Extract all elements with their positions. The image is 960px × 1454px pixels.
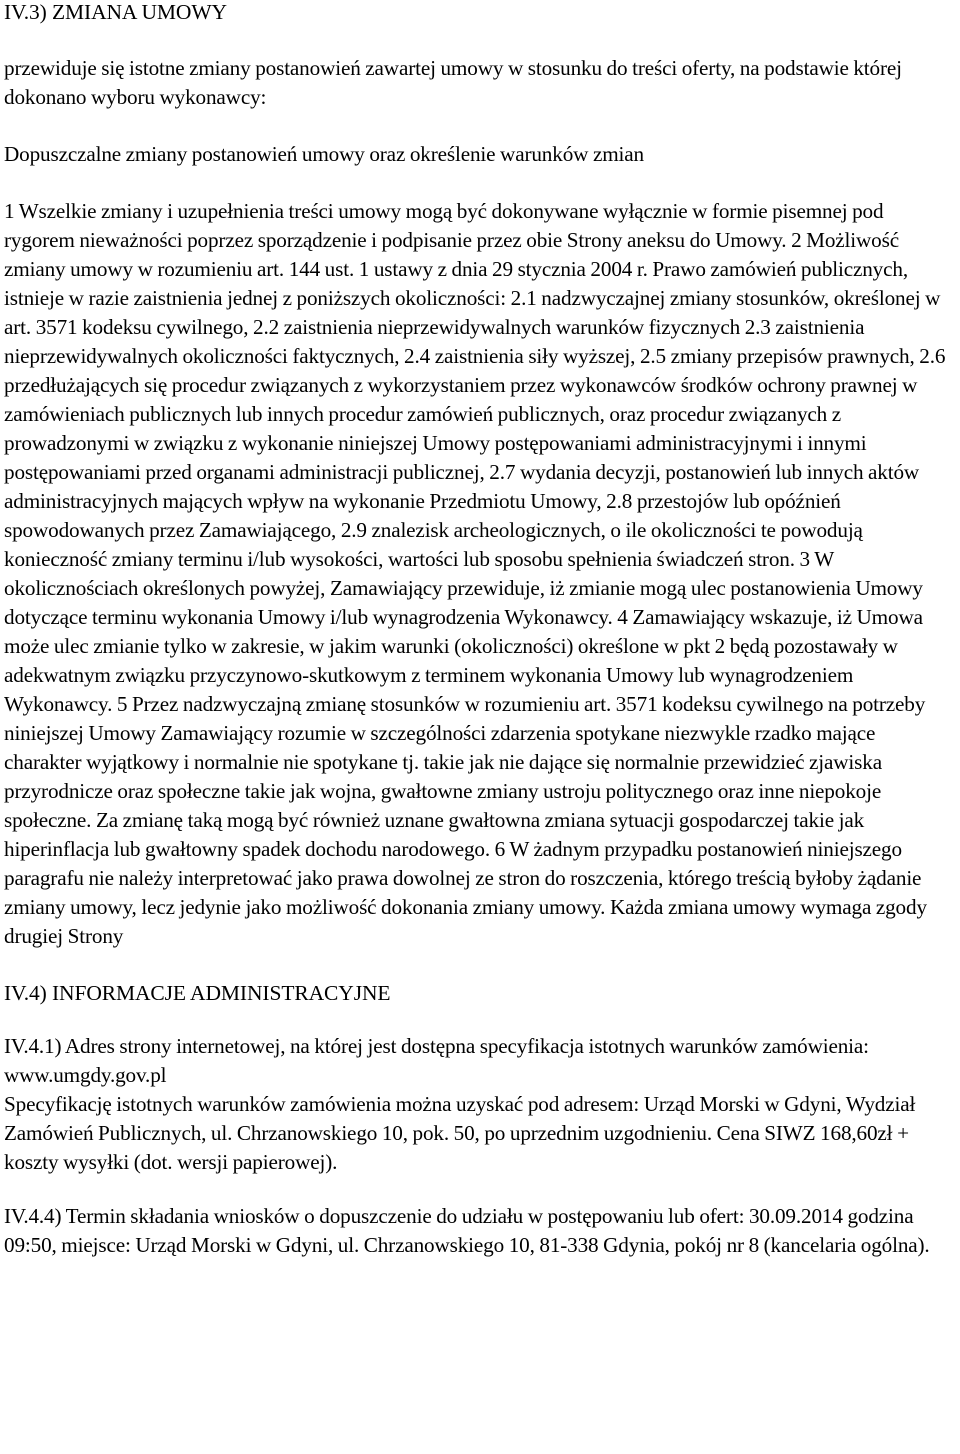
spacer [4, 26, 956, 54]
deadline-paragraph: IV.4.4) Termin składania wniosków o dopuszczenie do udziału w postępowaniu lub ofert: 30.09.2014 godzina 09:50, miejsce: Urząd Morski w Gdyni, ul. Chrzanowskiego 10, 81-338 Gdynia, pokój nr 8 (kancelaria ogólna). [4, 1204, 930, 1257]
spacer [4, 1007, 956, 1032]
specification-paragraph: Specyfikację istotnych warunków zamówienia można uzyskać pod adresem: Urząd Morski w Gdyni, Wydział Zamówień Publicznych, ul. Chrzanowskiego 10, pok. 50, po uprzednim uzgodnieniu. Cena SIWZ 168,60zł + koszty wysyłki (dot. wersji papierowej). [4, 1092, 916, 1174]
main-terms-paragraph: 1 Wszelkie zmiany i uzupełnienia treści umowy mogą być dokonywane wyłącznie w formie pisemnej pod rygorem nieważności poprzez sporządzenie i podpisanie przez obie Strony aneksu do Umowy. 2 Możliwość zmiany umowy w rozumieniu art. 144 ust. 1 ustawy z dnia 29 stycznia 2004 r. Prawo zamówień publicznych, istnieje w razie zaistnienia jednej z poniższych okoliczności: 2.1 nadzwyczajnej zmiany stosunków, określonej w art. 3571 kodeksu cywilnego, 2.2 zaistnienia nieprzewidywalnych warunków fizycznych 2.3 zaistnienia nieprzewidywalnych okoliczności faktycznych, 2.4 zaistnienia siły wyższej, 2.5 zmiany przepisów prawnych, 2.6 przedłużających się procedur związanych z wykorzystaniem przez wykonawców środków ochrony prawnej w zamówieniach publicznych lub innych procedur zamówień publicznych, oraz procedur związanych z prowadzonymi w związku z wykonanie niniejszej Umowy postępowaniami administracyjnymi i innymi postępowaniami przed organami administracji publicznej, 2.7 wydania decyzji, postanowień lub innych aktów administracyjnych mających wpływ na wykonanie Przedmiotu Umowy, 2.8 przestojów lub opóźnień spowodowanych przez Zamawiającego, 2.9 znalezisk archeologicznych, o ile okoliczności te powodują konieczność zmiany terminu i/lub wysokości, wartości lub sposobu spełnienia świadczeń stron. 3 W okolicznościach określonych powyżej, Zamawiający przewiduje, iż zmianie mogą ulec postanowienia Umowy dotyczące terminu wykonania Umowy i/lub wynagrodzenia Wykonawcy. 4 Zamawiający wskazuje, iż Umowa może ulec zmianie tylko w zakresie, w jakim warunki (okoliczności) określone w pkt 2 będą pozostawały w adekwatnym związku przyczynowo-skutkowym z terminem wykonania Umowy lub wynagrodzeniem Wykonawcy. 5 Przez nadzwyczajną zmianę stosunków w rozumieniu art. 3571 kodeksu cywilnego na potrzeby niniejszej Umowy Zamawiający rozumie w szczególności zdarzenia spotykane niezwykle rzadko mające charakter wyjątkowy i normalnie nie spotykane tj. takie jak nie dające się normalnie przewidzieć zjawiska przyrodnicze oraz społeczne takie jak wojna, gwałtowne zmiany ustroju politycznego oraz inne niepokoje społeczne. Za zmianę taką mogą być również uznane gwałtowna zmiana sytuacji gospodarczej takie jak hiperinflacja lub gwałtowny spadek dochodu narodowego. 6 W żadnym przypadku postanowień niniejszego paragrafu nie należy interpretować jako prawa dowolnej ze stron do roszczenia, którego treścią byłoby żądanie zmiany umowy, lecz jedynie jako możliwość dokonania zmiany umowy. Każda zmiana umowy wymaga zgody drugiej Strony [4, 199, 946, 948]
spacer [4, 951, 956, 979]
document-page [4, 0, 956, 1260]
spacer [4, 169, 956, 197]
subheading-dopuszczalne-zmiany: Dopuszczalne zmiany postanowień umowy oraz określenie warunków zmian [4, 142, 644, 166]
spacer [4, 112, 956, 140]
website-address-paragraph: IV.4.1) Adres strony internetowej, na której jest dostępna specyfikacja istotnych warunków zamówienia: www.umgdy.gov.pl [4, 1034, 869, 1087]
spacer [4, 1177, 956, 1202]
section-heading-informacje-administracyjne: IV.4) INFORMACJE ADMINISTRACYJNE [4, 981, 391, 1005]
intro-paragraph: przewiduje się istotne zmiany postanowień zawartej umowy w stosunku do treści oferty, na podstawie której dokonano wyboru wykonawcy: [4, 56, 902, 109]
section-heading-zmiana-umowy: IV.3) ZMIANA UMOWY [4, 0, 227, 24]
